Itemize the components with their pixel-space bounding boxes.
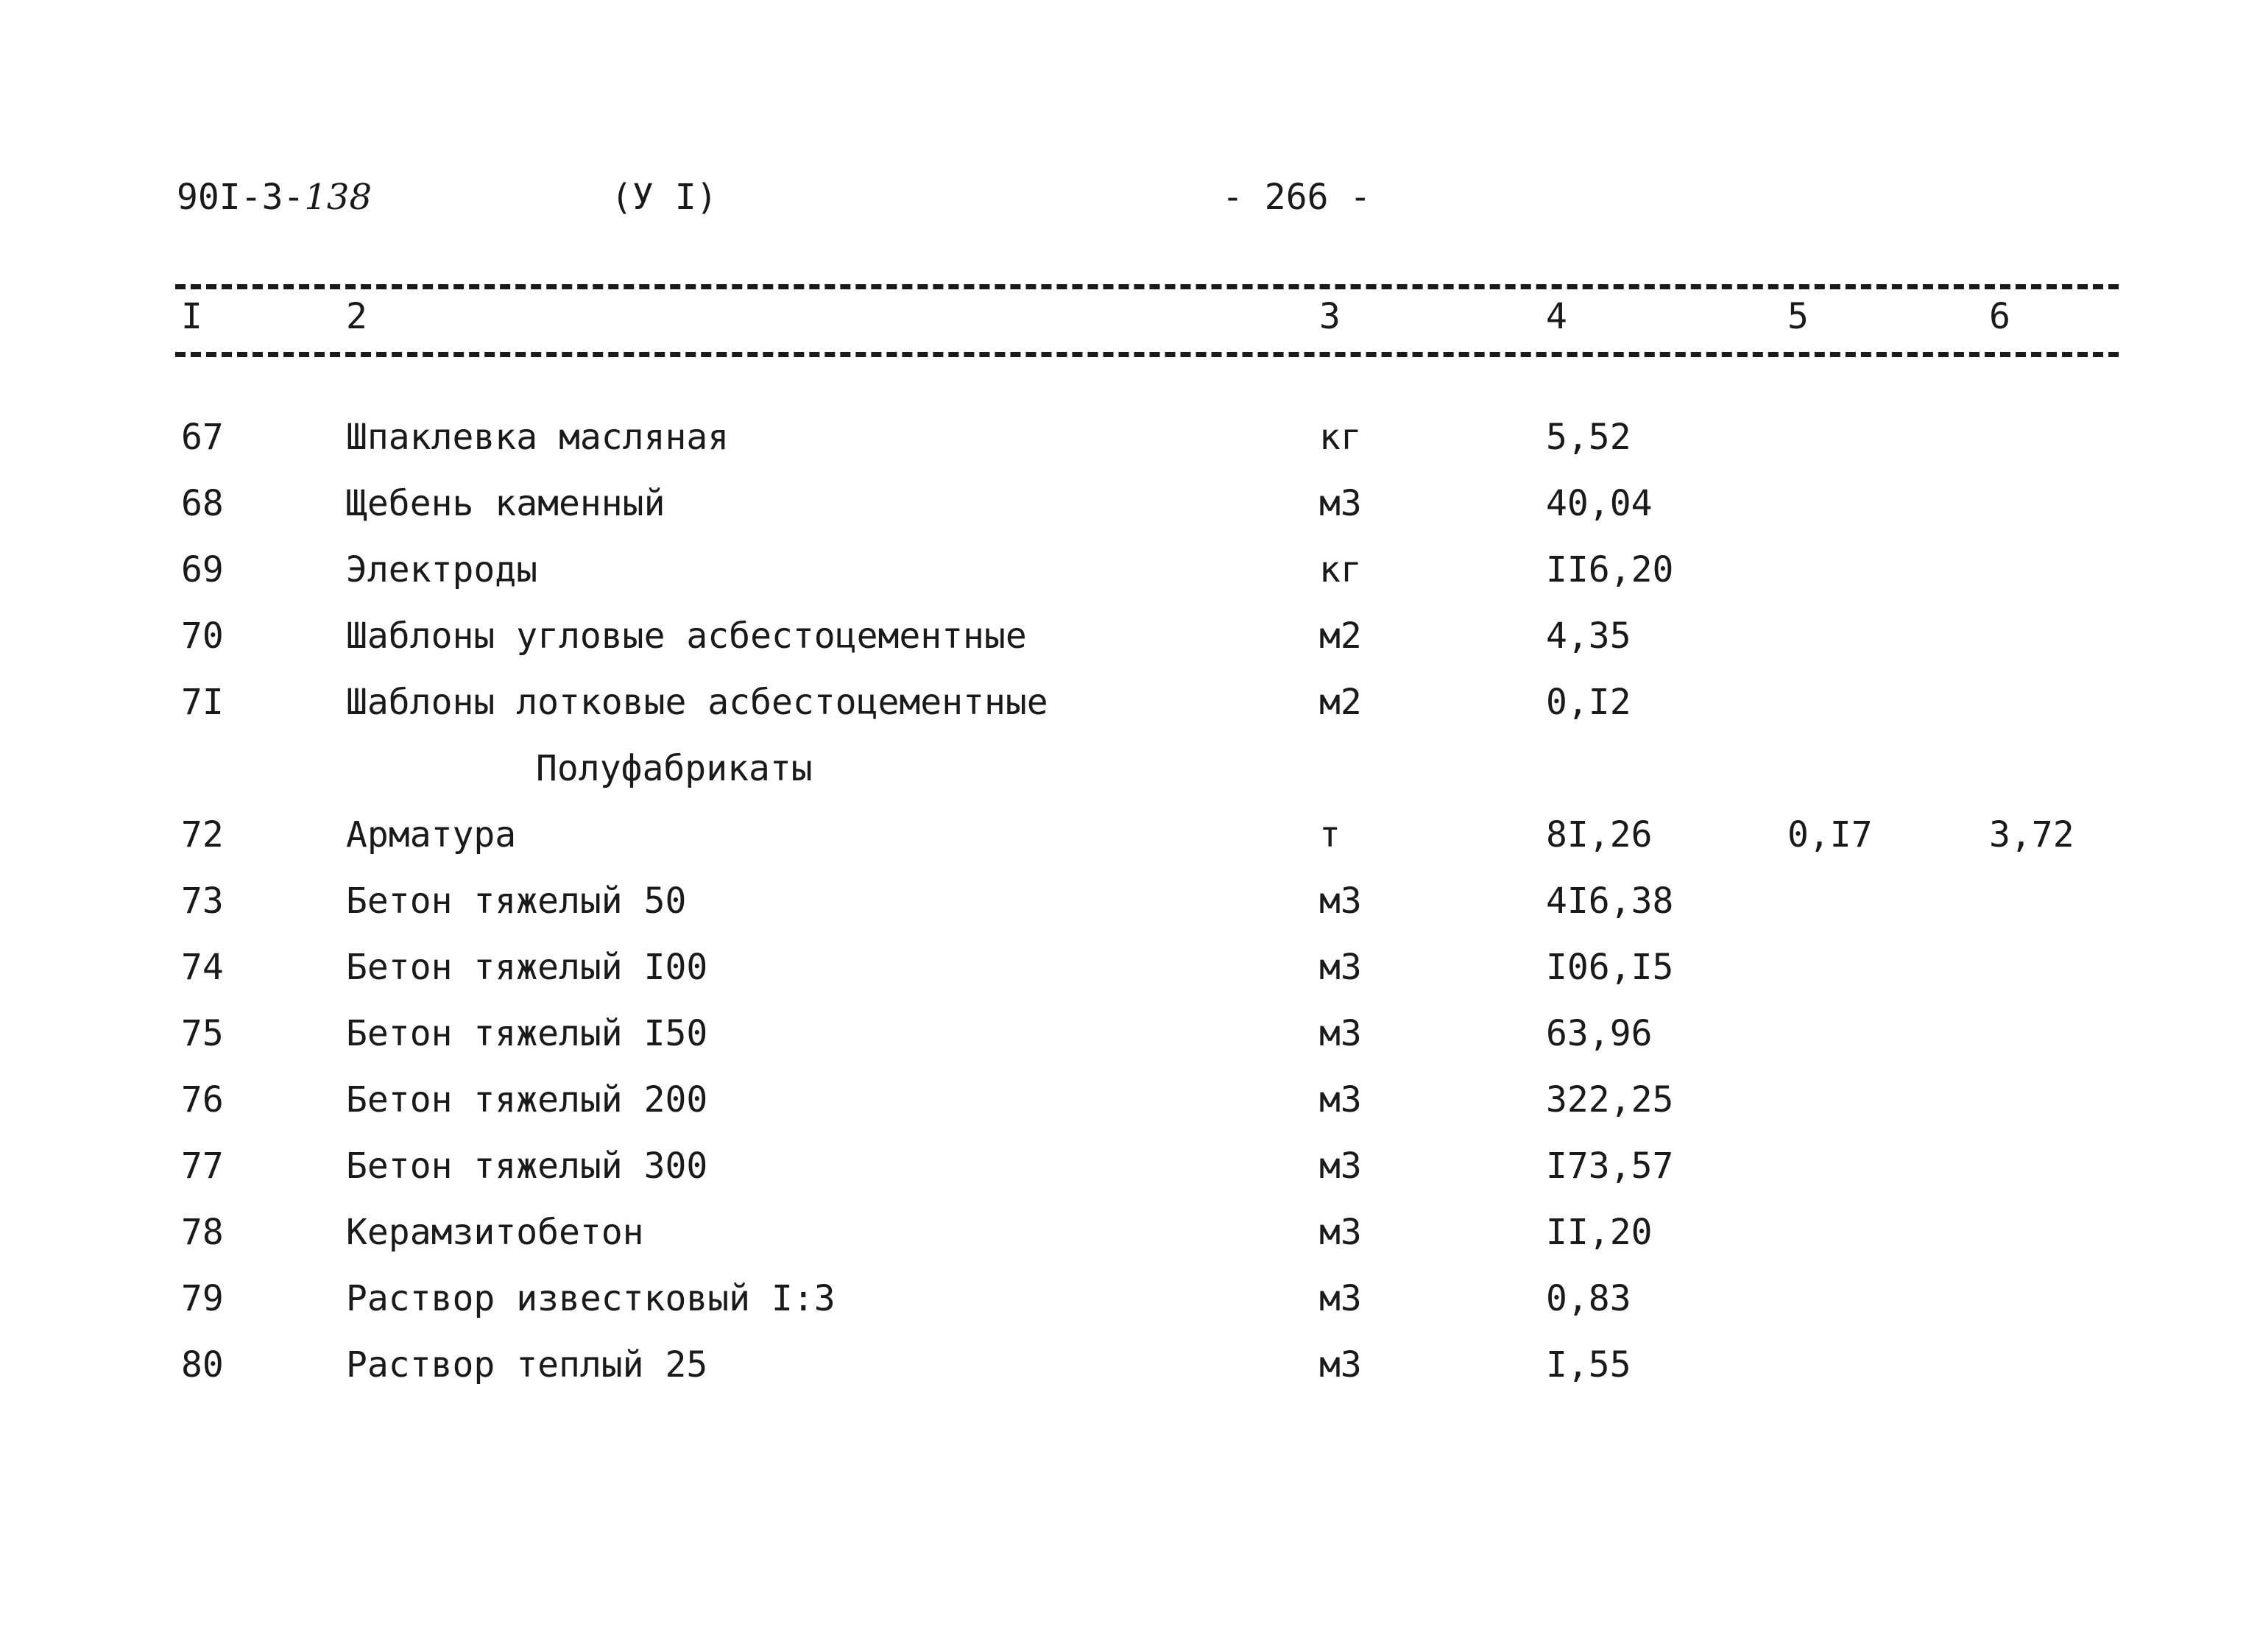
section-title: Полуфабрикаты <box>536 748 813 789</box>
row-number: 77 <box>181 1146 224 1187</box>
unit-of-measure: м2 <box>1319 615 1362 657</box>
quantity: 0,I2 <box>1546 682 1631 723</box>
quantity: I,55 <box>1546 1344 1631 1386</box>
unit-of-measure: м3 <box>1319 1146 1362 1187</box>
quantity: I06,I5 <box>1546 947 1674 988</box>
quantity: 5,52 <box>1546 417 1631 458</box>
material-name: Раствор теплый 25 <box>346 1344 708 1386</box>
unit-of-measure: м3 <box>1319 1344 1362 1386</box>
material-name: Шпаклевка масляная <box>346 417 730 458</box>
material-name: Бетон тяжелый 200 <box>346 1079 708 1120</box>
row-number: 68 <box>181 483 224 524</box>
unit-of-measure: м3 <box>1319 1212 1362 1253</box>
unit-of-measure: м3 <box>1319 483 1362 524</box>
quantity: I73,57 <box>1546 1146 1674 1187</box>
column-header-2: 2 <box>346 296 367 337</box>
document-code-handwritten: 138 <box>304 177 372 218</box>
row-number: 78 <box>181 1212 224 1253</box>
document-code-printed: 90I-3- <box>177 177 305 218</box>
row-number: 69 <box>181 549 224 590</box>
page-number: - 266 - <box>1222 177 1371 218</box>
material-name: Бетон тяжелый 300 <box>346 1146 708 1187</box>
material-name: Арматура <box>346 814 517 855</box>
row-number: 72 <box>181 814 224 855</box>
table-header-bottom-rule <box>175 352 2119 357</box>
quantity: 322,25 <box>1546 1079 1674 1120</box>
quantity: II6,20 <box>1546 549 1674 590</box>
variant-label: (У I) <box>611 177 718 218</box>
material-name: Бетон тяжелый I50 <box>346 1013 708 1054</box>
row-number: 76 <box>181 1079 224 1120</box>
quantity: II,20 <box>1546 1212 1653 1253</box>
column-header-3: 3 <box>1319 296 1341 337</box>
unit-of-measure: кг <box>1319 549 1362 590</box>
row-number: 75 <box>181 1013 224 1054</box>
quantity: 40,04 <box>1546 483 1653 524</box>
unit-of-measure: м2 <box>1319 682 1362 723</box>
unit-of-measure: м3 <box>1319 1278 1362 1319</box>
quantity: 4,35 <box>1546 615 1631 657</box>
row-number: 70 <box>181 615 224 657</box>
quantity: 0,83 <box>1546 1278 1631 1319</box>
row-number: 80 <box>181 1344 224 1386</box>
row-number: 67 <box>181 417 224 458</box>
unit-of-measure: кг <box>1319 417 1362 458</box>
column-header-1: I <box>181 296 202 337</box>
column-6-value: 3,72 <box>1989 814 2074 855</box>
row-number: 7I <box>181 682 224 723</box>
column-header-6: 6 <box>1989 296 2010 337</box>
row-number: 74 <box>181 947 224 988</box>
material-name: Шаблоны лотковые асбестоцементные <box>346 682 1048 723</box>
material-name: Щебень каменный <box>346 483 665 524</box>
column-header-5: 5 <box>1787 296 1809 337</box>
material-name: Раствор известковый I:3 <box>346 1278 836 1319</box>
quantity: 8I,26 <box>1546 814 1653 855</box>
unit-of-measure: м3 <box>1319 947 1362 988</box>
column-header-4: 4 <box>1546 296 1567 337</box>
table-header-top-rule <box>175 284 2119 289</box>
column-5-value: 0,I7 <box>1787 814 1873 855</box>
material-name: Бетон тяжелый I00 <box>346 947 708 988</box>
row-number: 73 <box>181 880 224 922</box>
material-name: Керамзитобетон <box>346 1212 644 1253</box>
material-name: Электроды <box>346 549 538 590</box>
document-code <box>177 175 372 219</box>
unit-of-measure: м3 <box>1319 880 1362 922</box>
unit-of-measure: т <box>1319 814 1341 855</box>
material-name: Бетон тяжелый 50 <box>346 880 687 922</box>
material-name: Шаблоны угловые асбестоцементные <box>346 615 1027 657</box>
quantity: 63,96 <box>1546 1013 1653 1054</box>
unit-of-measure: м3 <box>1319 1079 1362 1120</box>
unit-of-measure: м3 <box>1319 1013 1362 1054</box>
row-number: 79 <box>181 1278 224 1319</box>
quantity: 4I6,38 <box>1546 880 1674 922</box>
